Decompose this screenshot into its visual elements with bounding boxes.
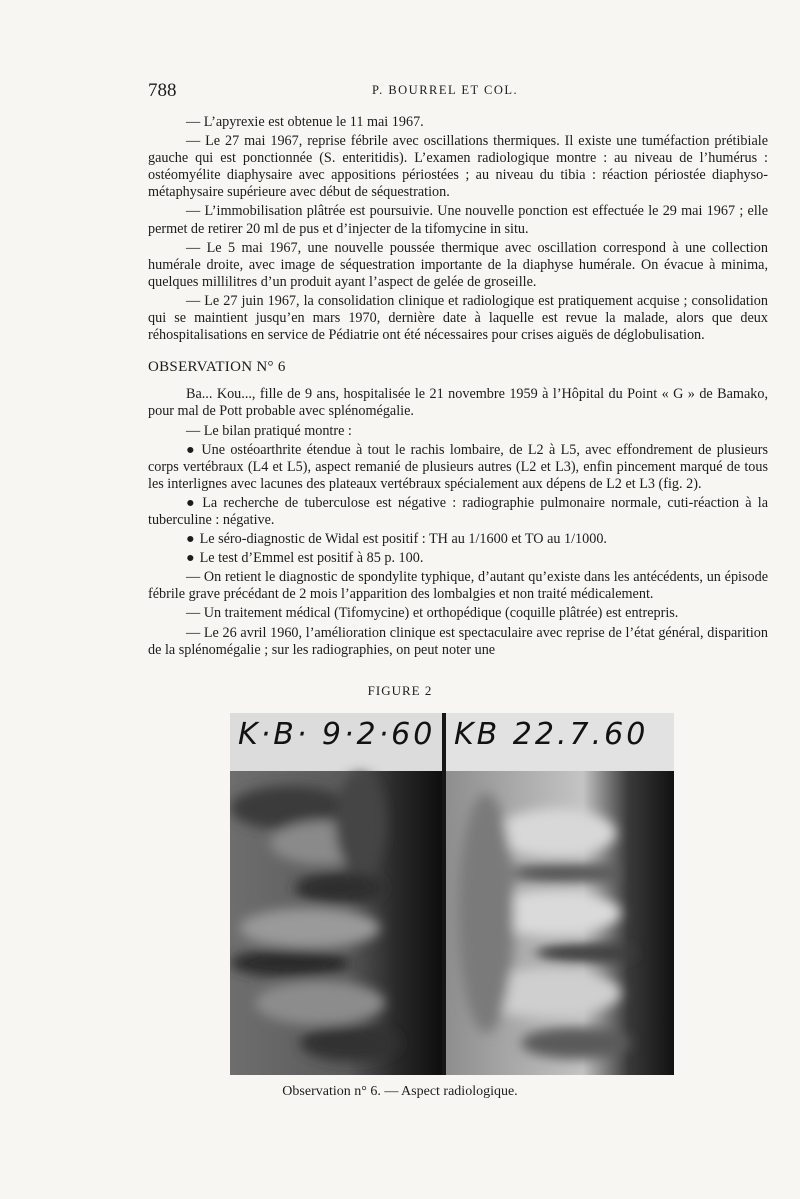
bullet-item [148, 495, 768, 529]
radiograph-left [230, 713, 442, 1075]
bullet-item [148, 531, 768, 548]
observation-heading: OBSERVATION N° 6 [148, 359, 286, 376]
page-header [148, 80, 748, 102]
bullet-icon: ● [186, 494, 198, 511]
bullet-text: Une ostéoarthrite étendue à tout le rachis lombaire, de L2 à L5, avec effondrement de plusieurs corps vertébraux (L4 et L5), aspect remanié de plusieurs autres (L2 et L3), enfin pincement marqué de tous les interlignes avec lacunes des plateaux vertébraux spécialement aux dépens de L2 et L3 (fig. 2). [148, 441, 768, 492]
radiograph-date-label: KB 22.7.60 [454, 717, 649, 752]
body-text [148, 114, 768, 659]
bullet-item [148, 442, 768, 493]
paragraph: — L’immobilisation plâtrée est poursuivie. Une nouvelle ponction est effectuée le 29 mai 1967 ; elle permet de retirer 20 ml de pus et d’injecter de la tifomycine in situ. [148, 203, 768, 237]
bullet-icon: ● [186, 550, 195, 567]
bullet-text: Le séro-diagnostic de Widal est positif : TH au 1/1600 et TO au 1/1000. [199, 531, 607, 548]
radiograph-date-label: K·B· 9·2·60 [238, 717, 436, 752]
xray-spine-image-left [230, 713, 442, 1075]
paragraph: — L’apyrexie est obtenue le 11 mai 1967. [186, 114, 424, 130]
paragraph: Ba... Kou..., fille de 9 ans, hospitalisée le 21 novembre 1959 à l’Hôpital du Point « G » de Bamako, pour mal de Pott probable avec splénomégalie. [148, 386, 768, 420]
paragraph: — Le 27 juin 1967, la consolidation clinique et radiologique est pratiquement acquise ; consolidation qui se maintient jusqu’en mars 1970, dernière date à laquelle est revue la malade, alors que deux réhospitalisations en service de Pédiatrie ont été nécessaires pour crises aiguës de déglobulisation. [148, 292, 768, 344]
figure-title: FIGURE 2 [367, 683, 433, 698]
paragraph: — Le 27 mai 1967, reprise fébrile avec oscillations thermiques. Il existe une tuméfaction prétibiale gauche qui est ponctionnée (S. enteritidis). L’examen radiologique montre : au niveau de l’humérus : ostéomyélite diaphysaire avec appositions périostées ; au niveau du tibia : réaction périostée diaphyso-métaphysaire supérieure avec début de séquestration. [148, 133, 768, 201]
paragraph: — Le 26 avril 1960, l’amélioration clinique est spectaculaire avec reprise de l’état général, disparition de la splénomégalie ; sur les radiographies, on peut noter une [148, 624, 768, 658]
xray-spine-image-right [446, 713, 674, 1075]
bullet-text: Le test d’Emmel est positif à 85 p. 100. [199, 550, 424, 567]
radiograph-right [446, 713, 674, 1075]
radiograph-figure [230, 713, 674, 1075]
paragraph: — On retient le diagnostic de spondylite typhique, d’autant qu’existe dans les antécédents, un épisode fébrile grave précédant de 2 mois l’apparition des lombalgies et non traité médicalement. [148, 569, 768, 603]
running-title: P. BOURREL ET COL. [372, 83, 519, 97]
bullet-item [148, 550, 768, 567]
paragraph: — Un traitement médical (Tifomycine) et orthopédique (coquille plâtrée) est entrepris. [186, 605, 679, 622]
paragraph: — Le bilan pratiqué montre : [186, 422, 352, 439]
bullet-text: La recherche de tuberculose est négative : radiographie pulmonaire normale, cuti-réaction à la tuberculine : négative. [148, 494, 769, 528]
figure-caption: Observation n° 6. — Aspect radiologique. [282, 1084, 518, 1099]
paragraph: — Le 5 mai 1967, une nouvelle poussée thermique avec oscillation correspond à une collection humérale droite, avec image de séquestration importante de la diaphyse humérale. On évacue à minima, quelques millilitres d’un produit ayant l’aspect de gelée de groseille. [148, 239, 768, 290]
page-number: 788 [148, 80, 177, 101]
bullet-icon: ● [186, 531, 195, 548]
bullet-icon: ● [186, 441, 197, 458]
